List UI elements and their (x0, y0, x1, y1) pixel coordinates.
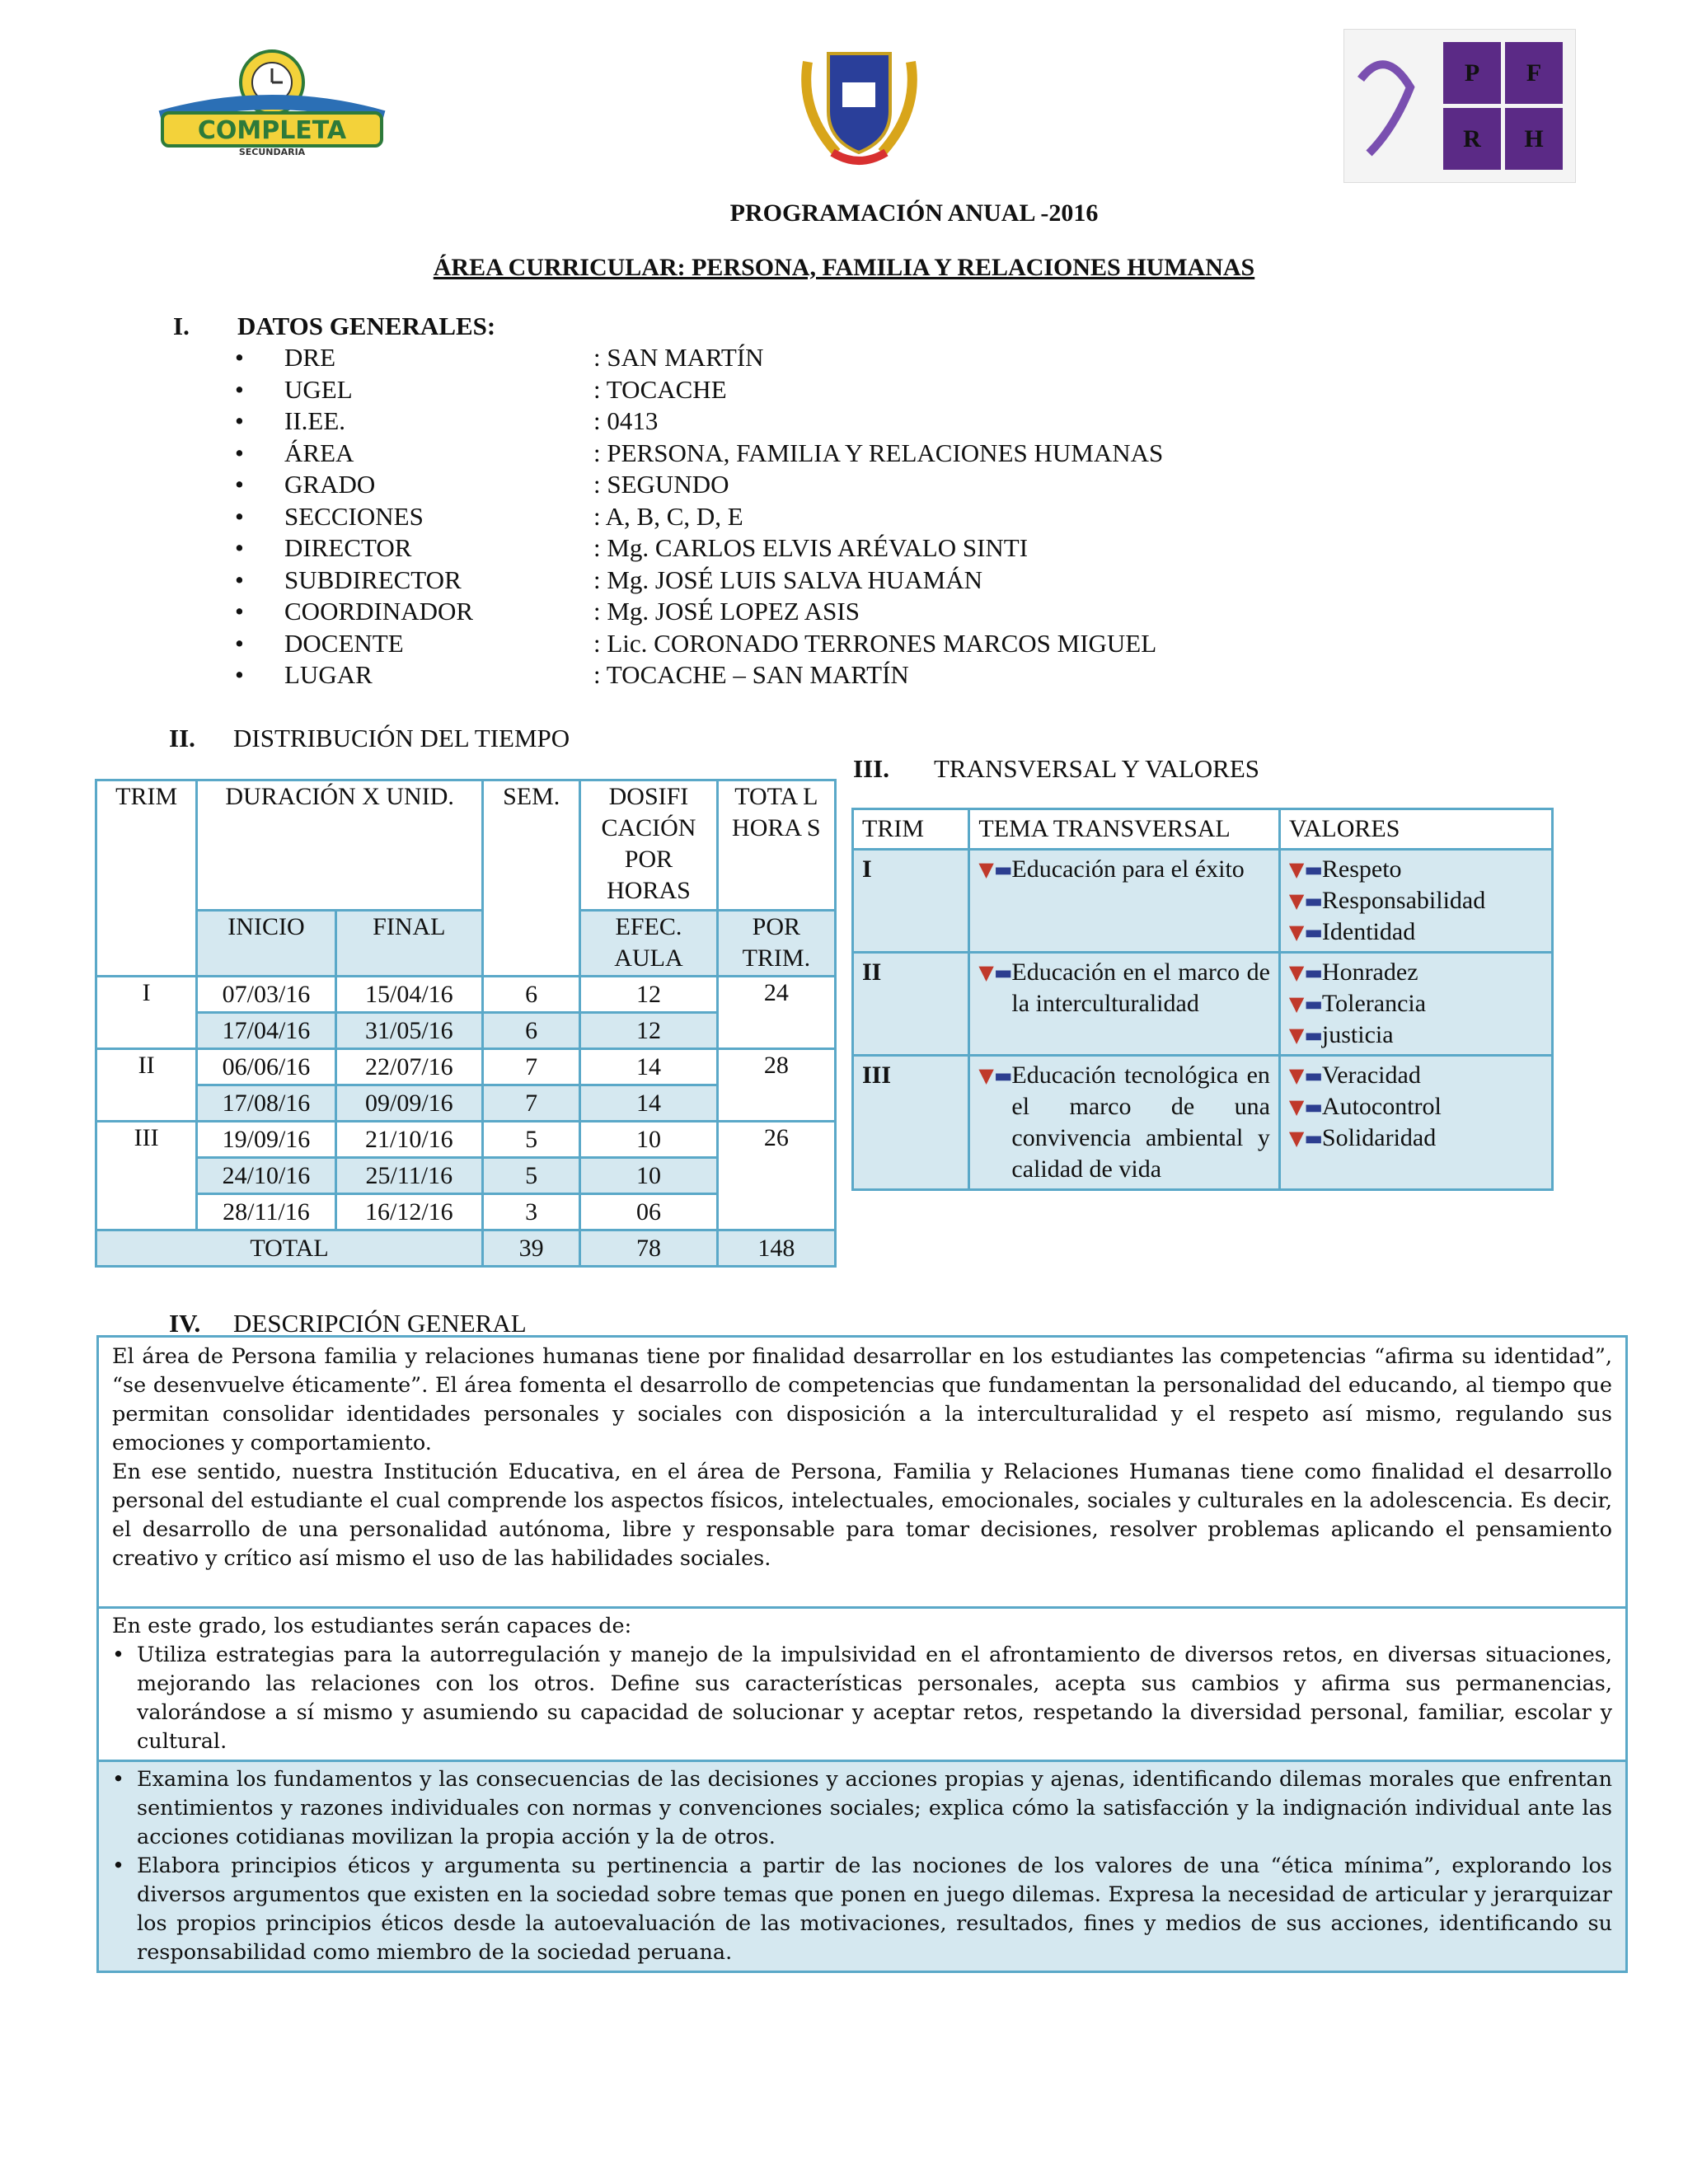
valor-item (1289, 854, 1543, 885)
bullet-icon: • (235, 533, 244, 563)
arrow-bullet-icon: ▼▬ (1288, 1064, 1324, 1087)
datos-item (169, 532, 1163, 565)
datos-label: COORDINADOR (284, 597, 474, 626)
trim-cell: II (96, 1049, 197, 1122)
svg-text:SECUNDARIA: SECUNDARIA (238, 147, 306, 157)
total-trim-cell: 26 (717, 1122, 835, 1230)
total-label: TOTAL (96, 1230, 483, 1267)
bullet-icon: • (235, 501, 244, 531)
descripcion-paragraph-2: En ese sentido, nuestra Institución Educativa, en el área de Persona, Familia y Relaciones Humanas tiene como finalidad el desarrollo personal del estudiante el cual comprende los aspectos físicos, intelectuales, emocionales, sociales y culturales en la adolescencia. Es decir, el desarrollo de una personalidad autónoma, libre y responsable para tomar decisiones, resolver problemas aplicando el pensamiento creativo y crítico así mismo el uso de las habilidades sociales. (112, 1460, 1612, 1571)
bullet-icon: • (112, 1643, 125, 1667)
capacidad-text: Utiliza estrategias para la autorregulación y manejo de la impulsividad en el afrontamiento de diversos retos, en diversas situaciones, mejorando las relaciones con los otros. Define sus características personales, acepta sus cambios y afirma sus permanencias, valorándose a sí mismo y asumiendo su capacidad de solucionar y aceptar retos, respetando la diversidad personal, familiar, escolar y cultural. (137, 1643, 1612, 1754)
horas-cell: 14 (580, 1085, 717, 1122)
datos-item (169, 469, 1163, 501)
header-trim-3: TRIM (853, 809, 969, 850)
datos-value: : Mg. JOSÉ LUIS SALVA HUAMÁN (593, 565, 982, 594)
capacidad-text: Examina los fundamentos y las consecuencias de las decisiones y acciones propias y ajenas, identificando dilemas morales que enfrentan sentimientos y razones individuales con normas y convenciones sociales; explica cómo la satisfacción y la indignación individual ante las acciones cotidianas movilizan la propia acción y la de otros. (137, 1767, 1612, 1849)
datos-value: : Lic. CORONADO TERRONES MARCOS MIGUEL (593, 628, 1157, 658)
datos-value: : SAN MARTÍN (593, 343, 764, 373)
bullet-icon: • (112, 1767, 125, 1792)
section-1-heading (173, 312, 495, 341)
final-cell: 25/11/16 (335, 1158, 482, 1194)
tema-item (978, 957, 1269, 1019)
capacidad-item (112, 1852, 1612, 1967)
final-cell: 31/05/16 (335, 1013, 482, 1049)
header-duracion: DURACIÓN X UNID. (197, 780, 483, 911)
datos-generales-list (169, 342, 1163, 691)
horas-cell: 06 (580, 1194, 717, 1230)
datos-value: : Mg. JOSÉ LOPEZ ASIS (593, 597, 860, 626)
arrow-bullet-icon: ▼▬ (1288, 992, 1324, 1015)
section-1-number: I. (173, 312, 190, 340)
bullet-icon: • (112, 1854, 125, 1878)
tema-item (978, 1060, 1269, 1185)
sem-cell: 5 (483, 1122, 580, 1158)
horas-cell: 10 (580, 1158, 717, 1194)
valor-text: Responsabilidad (1321, 887, 1486, 914)
page-title: PROGRAMACIÓN ANUAL -2016 (729, 199, 1099, 227)
header-sem: SEM. (483, 780, 580, 977)
trim-cell: III (853, 1056, 969, 1190)
valor-item (1289, 916, 1543, 948)
arrow-bullet-icon: ▼▬ (978, 1064, 1013, 1087)
arrow-bullet-icon: ▼▬ (1288, 921, 1324, 944)
section-3-number: III. (853, 754, 889, 783)
total-sem: 39 (483, 1230, 580, 1267)
datos-value: : 0413 (593, 406, 659, 436)
datos-item (169, 501, 1163, 533)
table-row (96, 1122, 836, 1158)
bullet-icon: • (235, 343, 244, 373)
datos-label: GRADO (284, 470, 376, 499)
valor-item (1289, 1091, 1543, 1122)
total-grand: 148 (717, 1230, 835, 1267)
datos-item (169, 628, 1163, 660)
distribucion-tiempo-table (95, 779, 837, 1268)
datos-label: SUBDIRECTOR (284, 565, 462, 594)
capacidad-item (112, 1765, 1612, 1852)
valor-item (1289, 957, 1543, 988)
datos-value: : Mg. CARLOS ELVIS ARÉVALO SINTI (593, 533, 1029, 563)
datos-label: ÁREA (284, 438, 354, 467)
valor-item (1289, 885, 1543, 916)
section-3-title: TRANSVERSAL Y VALORES (934, 754, 1260, 783)
datos-item (169, 596, 1163, 628)
inicio-cell: 28/11/16 (197, 1194, 335, 1230)
transversal-valores-table (851, 808, 1554, 1191)
section-1-title: DATOS GENERALES: (237, 312, 496, 340)
table-row (96, 1049, 836, 1085)
horas-cell: 12 (580, 1013, 717, 1049)
final-cell: 21/10/16 (335, 1122, 482, 1158)
capacidad-item (112, 1641, 1612, 1756)
inicio-cell: 24/10/16 (197, 1158, 335, 1194)
arrow-bullet-icon: ▼▬ (978, 961, 1013, 984)
capacidades-block-2 (99, 1760, 1625, 1971)
section-2-number: II. (169, 724, 195, 752)
datos-value: : PERSONA, FAMILIA Y RELACIONES HUMANAS (593, 438, 1164, 467)
datos-item (169, 374, 1163, 406)
pfrh-puzzle-logo (1343, 29, 1576, 183)
header-trim: TRIM (96, 780, 197, 977)
logo-letter-r: R (1463, 125, 1481, 152)
arrow-bullet-icon: ▼▬ (1288, 1127, 1324, 1150)
logo-letter-f: F (1526, 59, 1542, 87)
valor-text: Tolerancia (1321, 990, 1427, 1017)
logo-letter-h: H (1524, 125, 1544, 152)
total-trim-cell: 24 (717, 977, 835, 1049)
inicio-cell: 07/03/16 (197, 977, 335, 1013)
datos-label: LUGAR (284, 660, 373, 690)
datos-item (169, 659, 1163, 691)
header-tema: TEMA TRANSVERSAL (969, 809, 1279, 850)
inicio-cell: 17/04/16 (197, 1013, 335, 1049)
header-por-trim: POR TRIM. (717, 911, 835, 977)
datos-value: : TOCACHE – SAN MARTÍN (593, 660, 909, 690)
datos-label: DOCENTE (284, 628, 404, 658)
inicio-cell: 17/08/16 (197, 1085, 335, 1122)
sem-cell: 7 (483, 1085, 580, 1122)
page-subtitle: ÁREA CURRICULAR: PERSONA, FAMILIA Y RELACIONES HUMANAS (433, 254, 1255, 281)
total-horas: 78 (580, 1230, 717, 1267)
bullet-icon: • (235, 406, 244, 436)
header-valores: VALORES (1279, 809, 1552, 850)
table-row (96, 977, 836, 1013)
datos-value: : TOCACHE (593, 374, 727, 404)
arrow-bullet-icon: ▼▬ (1288, 961, 1324, 984)
valor-text: justicia (1321, 1021, 1394, 1048)
header-final: FINAL (335, 911, 482, 977)
valor-text: Identidad (1321, 918, 1416, 945)
section-3-heading (853, 754, 1259, 784)
final-cell: 16/12/16 (335, 1194, 482, 1230)
header-efec-aula: EFEC. AULA (580, 911, 717, 977)
sem-cell: 6 (483, 1013, 580, 1049)
tema-text: Educación para el éxito (1011, 855, 1245, 883)
valor-text: Respeto (1321, 855, 1402, 883)
capacidad-text: Elabora principios éticos y argumenta su pertinencia a partir de las nociones de los valores de una “ética mínima”, explorando los diversos argumentos que existen en la sociedad sobre temas que ponen en juego dilemas. Expresa la necesidad de articular y jerarquizar los propios principios éticos desde la autoevaluación de las motivaciones, resultados, fines y medios de sus acciones, identificando su responsabilidad como miembro de la sociedad peruana. (137, 1854, 1612, 1965)
logo-letter-p: P (1464, 59, 1480, 87)
header-inicio: INICIO (197, 911, 335, 977)
capacidades-block-1 (99, 1606, 1625, 1760)
bullet-icon: • (235, 438, 244, 467)
datos-value: : SEGUNDO (593, 470, 729, 499)
section-4-heading (169, 1309, 527, 1338)
trim-cell: I (853, 850, 969, 953)
table-row (853, 850, 1553, 953)
descripcion-paragraph-1: El área de Persona familia y relaciones humanas tiene por finalidad desarrollar en los estudiantes las competencias “afirma su identidad”, “se desenvuelve éticamente”. El área fomenta el desarrollo de competencias que fundamentan la personalidad del educando, al tiempo que permitan consolidar identidades personales y sociales con disposición a la interculturalidad y el respeto así mismo, regulando sus emociones y comportamiento. (112, 1344, 1612, 1455)
tema-text: Educación en el marco de la interculturalidad (1011, 958, 1270, 1017)
svg-text:COMPLETA: COMPLETA (197, 116, 347, 145)
valor-text: Veracidad (1321, 1062, 1421, 1089)
bullet-icon: • (235, 597, 244, 626)
bullet-icon: • (235, 470, 244, 499)
final-cell: 22/07/16 (335, 1049, 482, 1085)
school-crest-logo (791, 37, 927, 169)
valor-item (1289, 1122, 1543, 1154)
inicio-cell: 19/09/16 (197, 1122, 335, 1158)
bullet-icon: • (235, 628, 244, 658)
sem-cell: 3 (483, 1194, 580, 1230)
bullet-icon: • (235, 660, 244, 690)
horas-cell: 14 (580, 1049, 717, 1085)
horas-cell: 12 (580, 977, 717, 1013)
datos-item (169, 405, 1163, 438)
valor-text: Autocontrol (1321, 1093, 1442, 1120)
datos-item (169, 438, 1163, 470)
horas-cell: 10 (580, 1122, 717, 1158)
valor-item (1289, 1060, 1543, 1091)
datos-value: : A, B, C, D, E (593, 501, 743, 531)
jornada-escolar-logo (152, 45, 392, 157)
valor-item (1289, 1019, 1543, 1051)
valor-text: Honradez (1321, 958, 1418, 986)
valor-text: Solidaridad (1321, 1124, 1437, 1151)
arrow-bullet-icon: ▼▬ (978, 858, 1013, 881)
final-cell: 09/09/16 (335, 1085, 482, 1122)
trim-cell: I (96, 977, 197, 1049)
valor-item (1289, 988, 1543, 1019)
trim-cell: III (96, 1122, 197, 1230)
trim-cell: II (853, 953, 969, 1056)
section-4-number: IV. (169, 1309, 201, 1338)
table-row (853, 1056, 1553, 1190)
total-trim-cell: 28 (717, 1049, 835, 1122)
sem-cell: 5 (483, 1158, 580, 1194)
arrow-bullet-icon: ▼▬ (1288, 889, 1324, 912)
datos-item (169, 565, 1163, 597)
datos-label: DIRECTOR (284, 533, 412, 563)
arrow-bullet-icon: ▼▬ (1288, 1024, 1324, 1047)
descripcion-general-box (96, 1335, 1628, 1973)
header-dosificacion: DOSIFI CACIÓN POR HORAS (580, 780, 717, 911)
tema-item (978, 854, 1269, 885)
sem-cell: 6 (483, 977, 580, 1013)
sem-cell: 7 (483, 1049, 580, 1085)
bullet-icon: • (235, 374, 244, 404)
section-2-title: DISTRIBUCIÓN DEL TIEMPO (233, 724, 570, 752)
section-2-heading (169, 724, 570, 753)
arrow-bullet-icon: ▼▬ (1288, 1095, 1324, 1118)
header-total-horas: TOTA L HORA S (717, 780, 835, 911)
final-cell: 15/04/16 (335, 977, 482, 1013)
inicio-cell: 06/06/16 (197, 1049, 335, 1085)
total-row (96, 1230, 836, 1267)
datos-label: DRE (284, 343, 335, 373)
tema-text: Educación tecnológica en el marco de una convivencia ambiental y calidad de vida (1011, 1062, 1270, 1183)
datos-item (169, 342, 1163, 374)
datos-label: UGEL (284, 374, 353, 404)
section-4-title: DESCRIPCIÓN GENERAL (233, 1309, 527, 1338)
datos-label: II.EE. (284, 406, 346, 436)
capacidades-intro: En este grado, los estudiantes serán capaces de: (112, 1614, 632, 1638)
bullet-icon: • (235, 565, 244, 594)
datos-label: SECCIONES (284, 501, 424, 531)
table-row (853, 953, 1553, 1056)
arrow-bullet-icon: ▼▬ (1288, 858, 1324, 881)
